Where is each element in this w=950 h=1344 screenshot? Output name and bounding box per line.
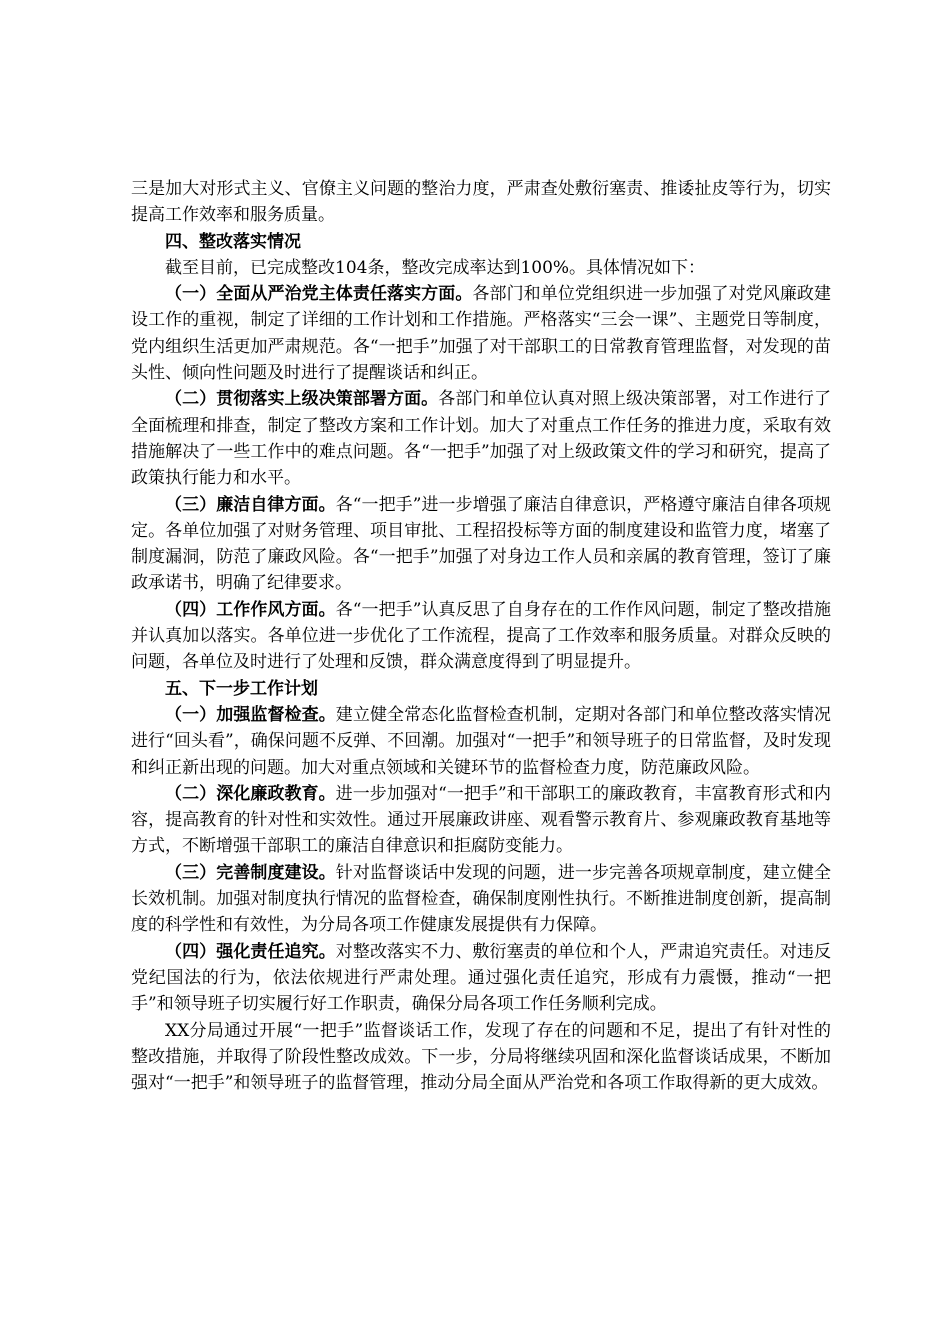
paragraph-text: 对整改落实不力、敷衍塞责的单位和个人，严肃追究责任。对违反党纪国法的行为，依法依规进行严肃处理。通过强化责任追究，形成有力震慑，推动“一把手”和领导班子切实履行好工作职责，确保分局各项工作任务顺利完成。 [131, 941, 832, 1015]
paragraph-text: 各部门和单位认真对照上级决策部署，对工作进行了全面梳理和排查，制定了整改方案和工作计划。加大了对重点工作任务的推进力度，采取有效措施解决了一些工作中的难点问题。各“一把手”加强了对上级政策文件的学习和研究，提高了政策执行能力和水平。 [131, 389, 832, 489]
paragraph-superior-decisions [131, 386, 831, 491]
paragraph-text: 各部门和单位党组织进一步加强了对党风廉政建设工作的重视，制定了详细的工作计划和工作措施。严格落实“三会一课”、主题党日等制度，党内组织生活更加严肃规范。各“一把手”加强了对干部职工的日常教育管理监督，对发现的苗头性、倾向性问题及时进行了提醒谈话和纠正。 [131, 284, 832, 384]
paragraph-lead: （三）完善制度建设。 [165, 862, 336, 883]
paragraph-institutions [131, 860, 831, 939]
paragraph-conclusion [131, 1018, 831, 1097]
paragraph-lead: （三）廉洁自律方面。 [165, 494, 336, 515]
paragraph-text: 各“一把手”认真反思了自身存在的工作作风问题，制定了整改措施并认真加以落实。各单位进一步优化了工作流程，提高了工作效率和服务质量。对群众反映的问题，各单位及时进行了处理和反馈，群众满意度得到了明显提升。 [131, 599, 831, 673]
paragraph-supervision [131, 702, 831, 781]
paragraph-text: 进一步加强对“一把手”和干部职工的廉政教育，丰富教育形式和内容，提高教育的针对性和实效性。通过开展廉政讲座、观看警示教育片、参观廉政教育基地等方式，不断增强干部职工的廉洁自律意识和拒腐防变能力。 [131, 783, 831, 857]
paragraph-lead: （四）强化责任追究。 [165, 941, 336, 962]
paragraph-lead: （一）加强监督检查。 [165, 704, 336, 725]
paragraph-text: XX分局通过开展“一把手”监督谈话工作，发现了存在的问题和不足，提出了有针对性的整改措施，并取得了阶段性整改成效。下一步，分局将继续巩固和深化监督谈话成果，不断加强对“一把手”和领导班子的监督管理，推动分局全面从严治党和各项工作取得新的更大成效。 [131, 1020, 831, 1094]
paragraph-party-responsibility [131, 281, 831, 386]
paragraph-text: 针对监督谈话中发现的问题，进一步完善各项规章制度，建立健全长效机制。加强对制度执行情况的监督检查，确保制度刚性执行。不断推进制度创新，提高制度的科学性和有效性，为分局各项工作健康发展提供有力保障。 [131, 862, 832, 936]
paragraph-formalism [131, 176, 831, 229]
paragraph-lead: （四）工作作风方面。 [165, 599, 336, 620]
paragraph-work-style [131, 597, 831, 676]
paragraph-lead: （一）全面从严治党主体责任落实方面。 [165, 284, 473, 305]
paragraph-completion-status [131, 255, 831, 281]
document-page [131, 176, 831, 1096]
paragraph-education [131, 781, 831, 860]
section-heading-next-steps: 五、下一步工作计划 [165, 678, 318, 699]
paragraph-text: 建立健全常态化监督检查机制，定期对各部门和单位整改落实情况进行“回头看”，确保问题不反弹、不回潮。加强对“一把手”和领导班子的日常监督，及时发现和纠正新出现的问题。加大对重点领域和关键环节的监督检查力度，防范廉政风险。 [131, 704, 832, 778]
paragraph-text: 各“一把手”进一步增强了廉洁自律意识，严格遵守廉洁自律各项规定。各单位加强了对财务管理、项目审批、工程招投标等方面的制度建设和监管力度，堵塞了制度漏洞，防范了廉政风险。各“一把手”加强了对身边工作人员和亲属的教育管理，签订了廉政承诺书，明确了纪律要求。 [131, 494, 831, 594]
paragraph-lead: （二）贯彻落实上级决策部署方面。 [165, 389, 439, 410]
paragraph-text: 三是加大对形式主义、官僚主义问题的整治力度，严肃查处敷衍塞责、推诿扯皮等行为，切实提高工作效率和服务质量。 [131, 179, 831, 226]
paragraph-integrity [131, 492, 831, 597]
paragraph-lead: （二）深化廉政教育。 [165, 783, 336, 804]
section-heading-rectification: 四、整改落实情况 [165, 231, 301, 252]
paragraph-text: 截至目前，已完成整改104条，整改完成率达到100%。具体情况如下： [165, 257, 706, 278]
paragraph-accountability [131, 939, 831, 1018]
